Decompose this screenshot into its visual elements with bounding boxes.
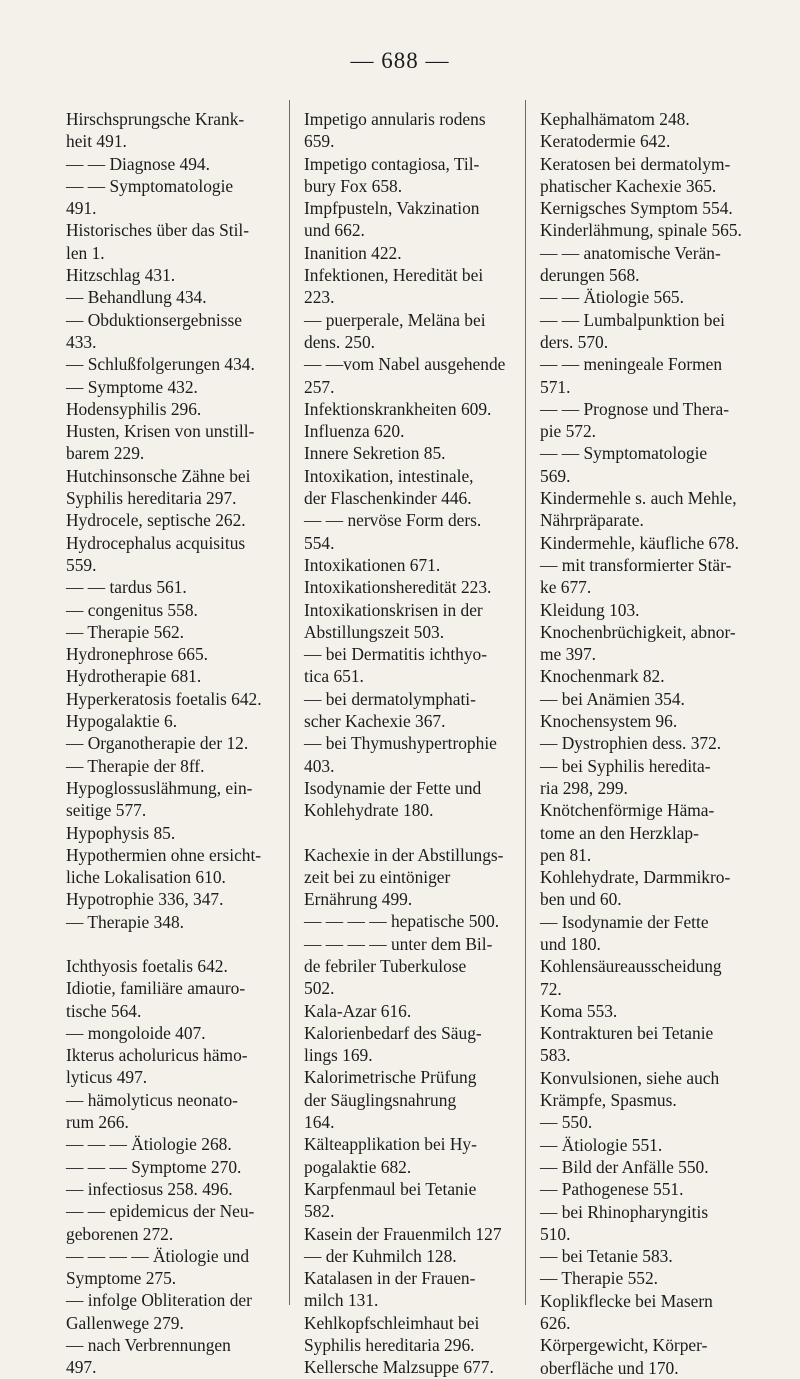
index-entry: — — anatomische Verän- derungen 568. — [540, 242, 721, 286]
index-entry: — congenitus 558. — [66, 599, 198, 620]
index-entry: — infectiosus 258. 496. — [66, 1178, 233, 1199]
index-entry: Kohlehydrate, Darmmikro- ben und 60. — [540, 867, 731, 910]
index-entry: — — Symptomatologie 491. — [66, 175, 234, 219]
index-entry: Kindermehle, käufliche 678. — [540, 532, 739, 553]
index-entry: Knochenmark 82. — [540, 666, 665, 687]
index-entry: — Symptome 432. — [66, 376, 198, 397]
index-entry: Hypotrophie 336, 347. — [66, 889, 224, 910]
index-entry: Kellersche Malzsuppe 677. — [304, 1357, 494, 1378]
index-entry: Kontrakturen bei Tetanie 583. — [540, 1023, 714, 1066]
index-entry: Intoxikation, intestinale, der Flaschenkinder 446. — [304, 465, 474, 509]
index-entry: — — — — unter dem Bil- de febriler Tuberkulose 502. — [304, 933, 493, 999]
index-entry: Knötchenförmige Häma- tome an den Herzklap- pen 81. — [540, 800, 715, 865]
index-entry: Hyperkeratosis foetalis 642. — [66, 688, 262, 709]
index-entry: Hydrocephalus acquisitus 559. — [66, 532, 246, 575]
index-entry: Koplikflecke bei Masern 626. — [540, 1290, 713, 1334]
index-entry: Kachexie in der Abstillungs- zeit bei zu eintöniger Ernährung 499. — [304, 844, 504, 910]
index-entry: Hydronephrose 665. — [66, 644, 208, 665]
index-entry: Kalorimetrische Prüfung der Säuglingsnahrung 164. — [304, 1067, 477, 1133]
index-entry: — bei Dermatitis ichthyo- tica 651. — [304, 644, 488, 687]
index-entry: Intoxikationsheredität 223. — [304, 577, 492, 598]
index-entry: — — — Symptome 270. — [66, 1156, 242, 1177]
index-entry: Hitzschlag 431. — [66, 265, 176, 286]
index-entry: Keratodermie 642. — [540, 131, 671, 152]
index-entry: Koma 553. — [540, 1000, 618, 1021]
index-entry: — — tardus 561. — [66, 577, 187, 598]
index-entry: — — Symptomatologie 569. — [540, 443, 708, 486]
index-entry: — Dystrophien dess. 372. — [540, 733, 722, 754]
index-entry: Hydrocele, septische 262. — [66, 510, 246, 531]
index-entry: Hypogalaktie 6. — [66, 711, 178, 732]
index-entry: Innere Sekretion 85. — [304, 443, 446, 464]
index-entry: Kephalhämatom 248. — [540, 109, 690, 129]
index-entry: Ichthyosis foetalis 642. — [66, 955, 228, 976]
index-entry: — Therapie 348. — [66, 911, 184, 932]
index-entry: — — Prognose und Thera- pie 572. — [540, 398, 730, 442]
index-entry: Hirschsprungsche Krank- heit 491. — [66, 109, 245, 152]
index-entry: — nach Verbrennungen 497. — [66, 1335, 231, 1378]
index-entry: — bei Anämien 354. — [540, 688, 685, 709]
index-entry: Körpergewicht, Körper- oberfläche und 170. — [540, 1335, 708, 1378]
index-entry: — mit transformierter Stär- ke 677. — [540, 554, 732, 598]
index-entry: — — meningeale Formen 571. — [540, 354, 723, 397]
index-entry: — Bild der Anfälle 550. — [540, 1156, 709, 1177]
index-entry: — bei Thymushypertrophie 403. — [304, 733, 497, 776]
index-entry: Kernigsches Symptom 554. — [540, 198, 733, 219]
index-entry: Kinderlähmung, spinale 565. — [540, 220, 742, 241]
column-divider — [289, 100, 290, 1305]
index-entry: Kala-Azar 616. — [304, 1000, 412, 1021]
index-entry: — — — — hepatische 500. — [304, 911, 500, 932]
index-entry: — Ätiologie 551. — [540, 1134, 663, 1155]
index-entry: — — — Ätiologie 268. — [66, 1134, 232, 1155]
index-entry: Kleidung 103. — [540, 599, 640, 620]
index-entry: Ikterus acholuricus hämo- lyticus 497. — [66, 1045, 248, 1088]
index-entry: — bei dermatolymphati- scher Kachexie 367. — [304, 688, 476, 732]
index-entry: Intoxikationen 671. — [304, 554, 441, 575]
index-entry: Impetigo contagiosa, Til- bury Fox 658. — [304, 153, 480, 196]
index-entry: — — epidemicus der Neu- geborenen 272. — [66, 1201, 255, 1244]
index-entry: — Schlußfolgerungen 434. — [66, 354, 255, 375]
index-entry: Infektionskrankheiten 609. — [304, 398, 492, 419]
index-entry: — — — — Ätiologie und Symptome 275. — [66, 1245, 250, 1289]
index-entry: Kälteapplikation bei Hy- pogalaktie 682. — [304, 1134, 477, 1177]
index-entry: Intoxikationskrisen in der Abstillungszeit 503. — [304, 599, 483, 642]
index-column-3 — [540, 108, 758, 1379]
index-entry: — — nervöse Form ders. 554. — [304, 510, 482, 553]
page-number: — 688 — — [350, 48, 450, 73]
index-entry: Hypoglossuslähmung, ein- seitige 577. — [66, 777, 253, 821]
index-entry: — Therapie der 8ff. — [66, 755, 205, 776]
index-entry: Hydrotherapie 681. — [66, 666, 202, 687]
index-entry: Infektionen, Heredität bei 223. — [304, 265, 484, 308]
index-entry: Hodensyphilis 296. — [66, 398, 202, 419]
index-entry: Kehlkopfschleimhaut bei Syphilis hereditaria 296. — [304, 1312, 480, 1356]
index-entry: Konvulsionen, siehe auch Krämpfe, Spasmus. — [540, 1067, 720, 1111]
index-entry: Impetigo annularis rodens 659. — [304, 109, 486, 152]
index-entry: Husten, Krisen von unstill- barem 229. — [66, 421, 255, 464]
index-entry: Keratosen bei dermatolym- phatischer Kachexie 365. — [540, 153, 731, 196]
index-entry: — Behandlung 434. — [66, 287, 207, 308]
index-column-2 — [304, 108, 516, 1379]
index-entry: Hypothermien ohne ersicht- liche Lokalisation 610. — [66, 844, 262, 888]
index-entry: Kasein der Frauenmilch 127 — [304, 1223, 502, 1244]
index-entry: Hypophysis 85. — [66, 822, 176, 843]
index-entry: Karpfenmaul bei Tetanie 582. — [304, 1178, 477, 1222]
index-entry: — bei Syphilis heredita- ria 298, 299. — [540, 755, 711, 798]
index-entry: — —vom Nabel ausgehende 257. — [304, 354, 506, 397]
index-entry: Isodynamie der Fette und Kohlehydrate 180. — [304, 777, 482, 821]
index-entry: — Organotherapie der 12. — [66, 733, 249, 754]
index-entry: Inanition 422. — [304, 242, 402, 263]
index-entry: — Obduktionsergebnisse 433. — [66, 309, 242, 352]
index-entry: — Isodynamie der Fette und 180. — [540, 911, 709, 954]
index-entry: — der Kuhmilch 128. — [304, 1245, 457, 1266]
index-entry: — — Lumbalpunktion bei ders. 570. — [540, 309, 725, 352]
index-entry: Historisches über das Stil- len 1. — [66, 220, 250, 263]
index-entry: — bei Tetanie 583. — [540, 1246, 673, 1267]
index-entry: Impfpusteln, Vakzination und 662. — [304, 198, 480, 241]
index-entry: Kalorienbedarf des Säug- lings 169. — [304, 1022, 482, 1066]
index-entry: — Therapie 562. — [66, 621, 184, 642]
index-entry: — 550. — [540, 1112, 593, 1133]
index-entry: Kindermehle s. auch Mehle, Nährpräparate. — [540, 488, 737, 531]
column-divider — [525, 100, 526, 1305]
index-entry: Kohlensäureausscheidung 72. — [540, 956, 722, 999]
index-entry: — — Diagnose 494. — [66, 153, 210, 174]
index-entry: Knochensystem 96. — [540, 711, 678, 732]
index-entry: Knochenbrüchigkeit, abnor- me 397. — [540, 621, 736, 665]
index-entry: — mongoloide 407. — [66, 1022, 206, 1043]
index-entry: — Pathogenese 551. — [540, 1179, 684, 1200]
index-entry: — Therapie 552. — [540, 1268, 658, 1289]
index-entry: — hämolyticus neonato- rum 266. — [66, 1089, 238, 1133]
index-column-1 — [66, 108, 278, 1379]
index-entry: Hutchinsonsche Zähne bei Syphilis hereditaria 297. — [66, 465, 251, 509]
index-entry: — puerperale, Meläna bei dens. 250. — [304, 309, 486, 352]
index-entry: Idiotie, familiäre amauro- tische 564. — [66, 978, 246, 1021]
index-entry: — infolge Obliteration der Gallenwege 279. — [66, 1290, 252, 1333]
index-entry: — bei Rhinopharyngitis 510. — [540, 1201, 709, 1244]
index-entry: — — Ätiologie 565. — [540, 287, 684, 308]
index-entry: Katalasen in der Frauen- milch 131. — [304, 1268, 476, 1311]
index-entry: Influenza 620. — [304, 421, 405, 442]
